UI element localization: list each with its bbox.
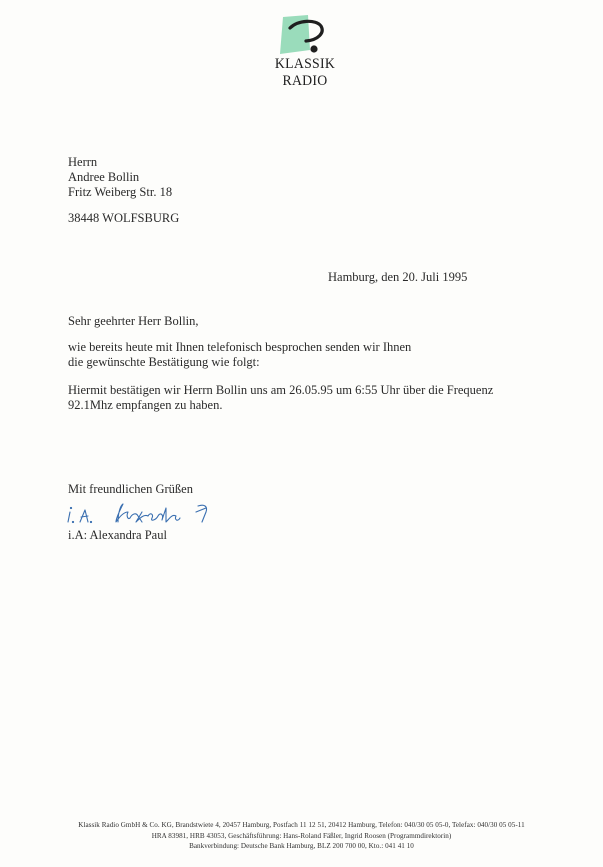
- recipient-name: Andree Bollin: [68, 170, 140, 184]
- greeting: Sehr geehrter Herr Bollin,: [68, 314, 199, 328]
- footer-line-1: Klassik Radio GmbH & Co. KG, Brandstwiete 4, 20457 Hamburg, Postfach 11 12 51, 20412 Hamburg, Telefon: 040/30 05 05-0, Telefax: 040/30 05 05-11: [78, 821, 525, 829]
- recipient-street: Fritz Weiberg Str. 18: [68, 185, 173, 199]
- logo-mark-icon: [278, 14, 330, 58]
- logo-text: KLASSIK RADIO: [274, 56, 336, 89]
- body-line: Hiermit bestätigen wir Herrn Bollin uns am 26.05.95 um 6:55 Uhr über die Frequenz: [68, 383, 494, 397]
- footer-line-3: Bankverbindung: Deutsche Bank Hamburg, BLZ 200 700 00, Kto.: 041 41 10: [189, 842, 414, 850]
- recipient-zip-city: 38448 WOLFSBURG: [68, 211, 180, 225]
- recipient-salutation: Herrn: [68, 155, 98, 169]
- closing-regards: Mit freundlichen Grüßen: [68, 482, 193, 496]
- klassik-radio-logo: [250, 14, 360, 89]
- body-paragraph-1: [68, 340, 411, 370]
- company-footer: [0, 820, 603, 852]
- body-line: die gewünschte Bestätigung wie folgt:: [68, 355, 260, 369]
- footer-line-2: HRA 83981, HRB 43053, Geschäftsführung: Hans-Roland Fäßler, Ingrid Roosen (Programmdirektorin): [151, 831, 452, 840]
- recipient-address: [68, 155, 172, 200]
- body-paragraph-2: [68, 383, 493, 413]
- signature-image: [66, 500, 216, 526]
- body-line: wie bereits heute mit Ihnen telefonisch besprochen senden wir Ihnen: [68, 340, 412, 354]
- body-line: 92.1Mhz empfangen zu haben.: [68, 398, 223, 412]
- signer-name: i.A: Alexandra Paul: [68, 528, 167, 542]
- handwritten-signature: [66, 500, 216, 531]
- date-line: Hamburg, den 20. Juli 1995: [328, 270, 468, 284]
